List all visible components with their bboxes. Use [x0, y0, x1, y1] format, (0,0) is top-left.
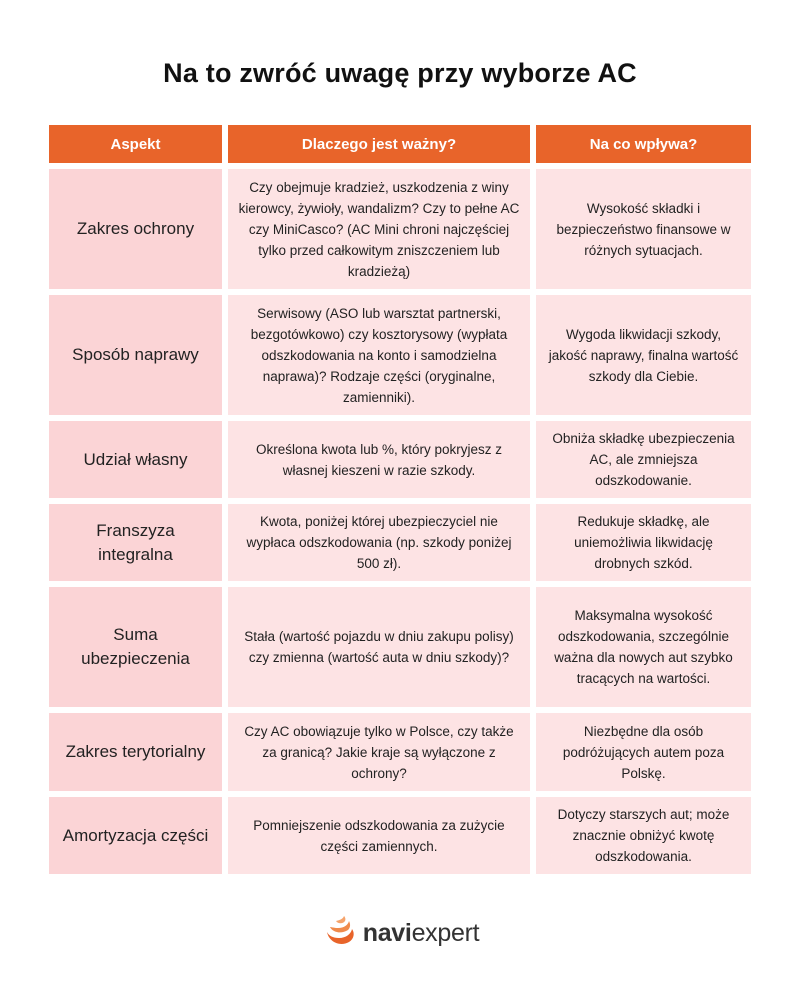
table-row-why: Kwota, poniżej której ubezpieczyciel nie wypłaca odszkodowania (np. szkody poniżej 500 zł). [228, 504, 530, 581]
table-row-why: Czy obejmuje kradzież, uszkodzenia z winy kierowcy, żywioły, wandalizm? Czy to pełne AC czy MiniCasco? (AC Mini chroni najczęściej tylko przed całkowitym zniszczeniem lub kradzieżą) [228, 169, 530, 289]
table-row-why: Określona kwota lub %, który pokryjesz z własnej kieszeni w razie szkody. [228, 421, 530, 498]
table-row-effect: Obniża składkę ubezpieczenia AC, ale zmniejsza odszkodowanie. [536, 421, 751, 498]
logo-wordmark-regular: expert [411, 918, 480, 947]
table-row-why: Pomniejszenie odszkodowania za zużycie części zamiennych. [228, 797, 530, 874]
table-row-aspect: Udział własny [49, 421, 222, 498]
table-row-aspect: Zakres ochrony [49, 169, 222, 289]
header-why: Dlaczego jest ważny? [228, 125, 530, 163]
naviexpert-flame-icon [321, 915, 357, 951]
table-row-why: Stała (wartość pojazdu w dniu zakupu polisy) czy zmienna (wartość auta w dniu szkody)? [228, 587, 530, 707]
table-row-effect: Niezbędne dla osób podróżujących autem poza Polskę. [536, 713, 751, 791]
naviexpert-logo [0, 915, 800, 951]
logo-wordmark [363, 919, 480, 948]
table-row-aspect: Amortyzacja części [49, 797, 222, 874]
table-row-effect: Wysokość składki i bezpieczeństwo finansowe w różnych sytuacjach. [536, 169, 751, 289]
table-row-why: Serwisowy (ASO lub warsztat partnerski, bezgotówkowo) czy kosztorysowy (wypłata odszkodowania na konto i samodzielna naprawa)? Rodzaje części (oryginalne, zamienniki). [228, 295, 530, 415]
table-row-why: Czy AC obowiązuje tylko w Polsce, czy także za granicą? Jakie kraje są wyłączone z ochrony? [228, 713, 530, 791]
table-row-effect: Dotyczy starszych aut; może znacznie obniżyć kwotę odszkodowania. [536, 797, 751, 874]
table-row-effect: Redukuje składkę, ale uniemożliwia likwidację drobnych szkód. [536, 504, 751, 581]
header-aspect: Aspekt [49, 125, 222, 163]
table-row-aspect: Suma ubezpieczenia [49, 587, 222, 707]
table-row-aspect: Sposób naprawy [49, 295, 222, 415]
table-row-effect: Wygoda likwidacji szkody, jakość naprawy, finalna wartość szkody dla Ciebie. [536, 295, 751, 415]
comparison-table [49, 125, 751, 874]
header-effect: Na co wpływa? [536, 125, 751, 163]
table-row-aspect: Zakres terytorialny [49, 713, 222, 791]
page-title: Na to zwróć uwagę przy wyborze AC [163, 58, 637, 88]
logo-wordmark-bold: navi [362, 918, 412, 947]
table-row-effect: Maksymalna wysokość odszkodowania, szczególnie ważna dla nowych aut szybko tracących na wartości. [536, 587, 751, 707]
table-row-aspect: Franszyza integralna [49, 504, 222, 581]
